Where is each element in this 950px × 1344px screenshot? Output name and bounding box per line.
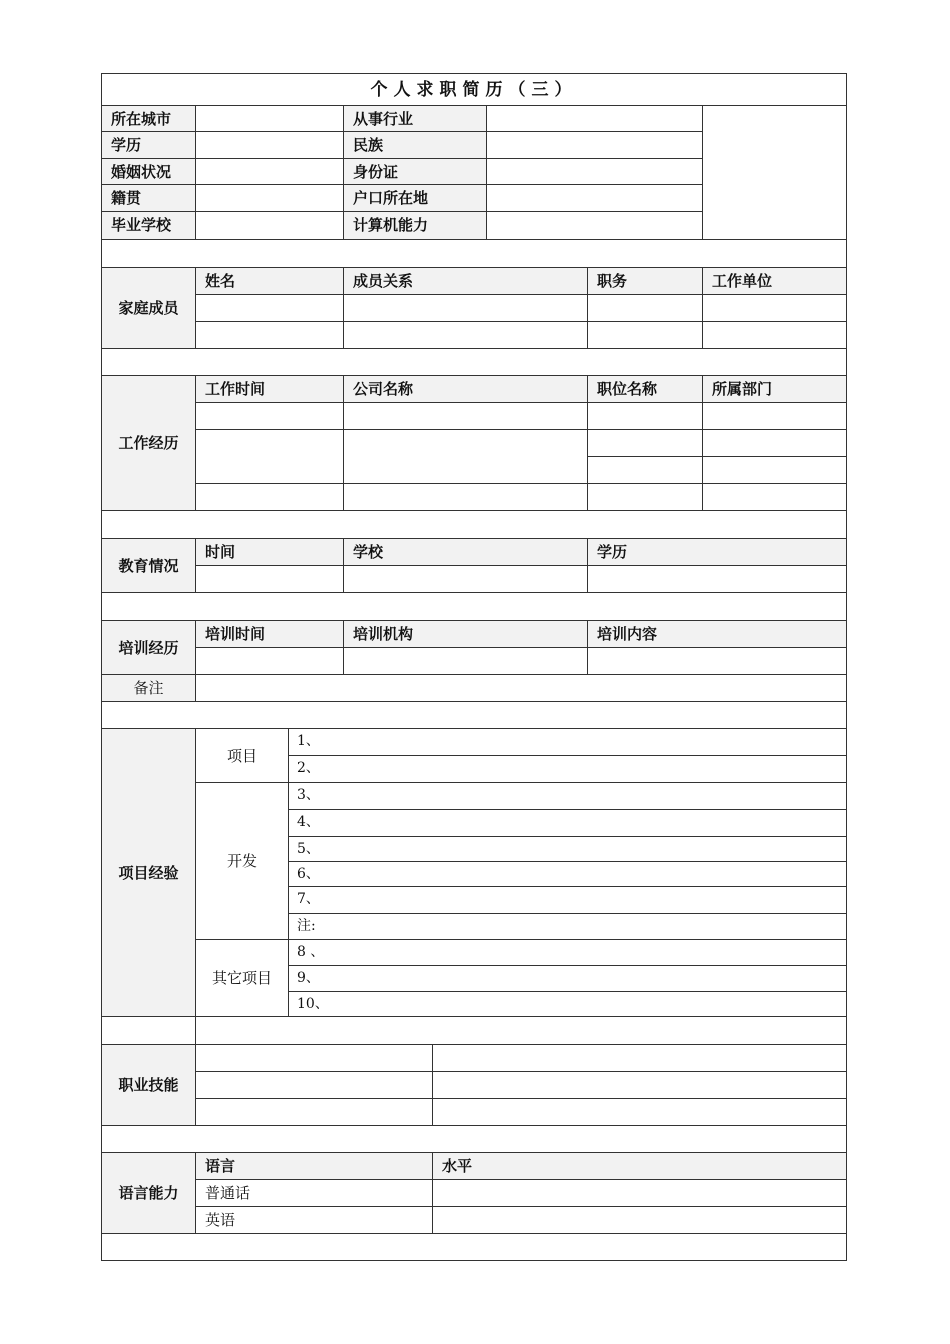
- spacer-row: [101, 592, 847, 621]
- header-training-time: 培训时间: [195, 620, 344, 648]
- work-cell[interactable]: [195, 402, 344, 430]
- label-hukou: 户口所在地: [343, 184, 487, 212]
- family-cell[interactable]: [343, 321, 588, 349]
- label-industry: 从事行业: [343, 105, 487, 132]
- header-edu-school: 学校: [343, 538, 588, 566]
- project-item[interactable]: 1、: [288, 728, 847, 756]
- family-cell[interactable]: [702, 294, 847, 322]
- resume-table: [102, 74, 848, 1262]
- field-computer[interactable]: [486, 211, 703, 240]
- spacer-row: [101, 701, 847, 729]
- project-item[interactable]: 10、: [288, 991, 847, 1017]
- photo-box[interactable]: [702, 105, 847, 240]
- training-cell[interactable]: [343, 647, 588, 675]
- label-computer: 计算机能力: [343, 211, 487, 240]
- project-item[interactable]: 4、: [288, 809, 847, 837]
- edu-cell[interactable]: [195, 565, 344, 593]
- family-cell[interactable]: [587, 321, 703, 349]
- work-cell[interactable]: [702, 429, 847, 457]
- language-mandarin: 普通话: [195, 1179, 433, 1207]
- spacer-cell: [101, 1016, 196, 1045]
- section-label-projects: 项目经验: [101, 728, 196, 1017]
- page-title: 个人求职简历（三）: [101, 73, 847, 106]
- project-item[interactable]: 6、: [288, 861, 847, 887]
- level-cell[interactable]: [432, 1179, 847, 1207]
- family-cell[interactable]: [702, 321, 847, 349]
- family-cell[interactable]: [587, 294, 703, 322]
- work-cell[interactable]: [702, 456, 847, 484]
- header-employer: 工作单位: [702, 267, 847, 295]
- label-ethnicity: 民族: [343, 131, 487, 159]
- family-cell[interactable]: [195, 294, 344, 322]
- family-cell[interactable]: [343, 294, 588, 322]
- skill-cell[interactable]: [432, 1044, 847, 1072]
- label-native-place: 籍贯: [101, 184, 196, 212]
- spacer-row: [101, 348, 847, 376]
- project-group-development: 开发: [195, 782, 289, 940]
- project-item[interactable]: 2、: [288, 755, 847, 783]
- field-city[interactable]: [195, 105, 344, 132]
- work-cell[interactable]: [587, 483, 703, 511]
- label-education: 学历: [101, 131, 196, 159]
- family-cell[interactable]: [195, 321, 344, 349]
- header-position: 职务: [587, 267, 703, 295]
- skill-cell[interactable]: [432, 1071, 847, 1099]
- work-cell[interactable]: [587, 429, 703, 457]
- work-cell[interactable]: [587, 456, 703, 484]
- section-label-family: 家庭成员: [101, 267, 196, 349]
- field-marital[interactable]: [195, 158, 344, 185]
- field-hukou[interactable]: [486, 184, 703, 212]
- skill-cell[interactable]: [432, 1098, 847, 1126]
- work-cell[interactable]: [343, 402, 588, 430]
- header-language: 语言: [195, 1152, 433, 1180]
- work-cell[interactable]: [587, 402, 703, 430]
- project-item[interactable]: 3、: [288, 782, 847, 810]
- edu-cell[interactable]: [587, 565, 847, 593]
- header-company: 公司名称: [343, 375, 588, 403]
- spacer-row: [101, 1125, 847, 1153]
- field-education[interactable]: [195, 131, 344, 159]
- work-cell[interactable]: [702, 483, 847, 511]
- header-training-content: 培训内容: [587, 620, 847, 648]
- training-cell[interactable]: [195, 647, 344, 675]
- spacer-row: [101, 1233, 847, 1261]
- spacer-row: [101, 239, 847, 268]
- label-city: 所在城市: [101, 105, 196, 132]
- label-school: 毕业学校: [101, 211, 196, 240]
- section-label-work: 工作经历: [101, 375, 196, 511]
- spacer-row: [101, 510, 847, 539]
- field-native-place[interactable]: [195, 184, 344, 212]
- project-item[interactable]: 9、: [288, 965, 847, 992]
- label-marital: 婚姻状况: [101, 158, 196, 185]
- field-remark[interactable]: [195, 674, 847, 702]
- skill-cell[interactable]: [195, 1071, 433, 1099]
- field-industry[interactable]: [486, 105, 703, 132]
- header-work-time: 工作时间: [195, 375, 344, 403]
- skill-cell[interactable]: [195, 1098, 433, 1126]
- header-department: 所属部门: [702, 375, 847, 403]
- label-remark: 备注: [101, 674, 196, 702]
- work-cell[interactable]: [343, 429, 588, 484]
- project-note[interactable]: 注:: [288, 913, 847, 940]
- section-label-skills: 职业技能: [101, 1044, 196, 1126]
- work-cell[interactable]: [702, 402, 847, 430]
- section-label-language: 语言能力: [101, 1152, 196, 1234]
- header-level: 水平: [432, 1152, 847, 1180]
- project-group-project: 项目: [195, 728, 289, 783]
- edu-cell[interactable]: [343, 565, 588, 593]
- project-item[interactable]: 8 、: [288, 939, 847, 966]
- level-cell[interactable]: [432, 1206, 847, 1234]
- skill-cell[interactable]: [195, 1044, 433, 1072]
- section-label-education: 教育情况: [101, 538, 196, 593]
- header-edu-degree: 学历: [587, 538, 847, 566]
- header-edu-time: 时间: [195, 538, 344, 566]
- header-training-org: 培训机构: [343, 620, 588, 648]
- work-cell[interactable]: [195, 483, 344, 511]
- project-item[interactable]: 7、: [288, 886, 847, 914]
- project-item[interactable]: 5、: [288, 836, 847, 862]
- field-id-card[interactable]: [486, 158, 703, 185]
- work-cell[interactable]: [343, 483, 588, 511]
- field-school[interactable]: [195, 211, 344, 240]
- spacer-cell: [195, 1016, 847, 1045]
- language-english: 英语: [195, 1206, 433, 1234]
- work-cell[interactable]: [195, 429, 344, 484]
- header-relation: 成员关系: [343, 267, 588, 295]
- label-id-card: 身份证: [343, 158, 487, 185]
- project-group-other: 其它项目: [195, 939, 289, 1017]
- header-name: 姓名: [195, 267, 344, 295]
- training-cell[interactable]: [587, 647, 847, 675]
- section-label-training: 培训经历: [101, 620, 196, 675]
- field-ethnicity[interactable]: [486, 131, 703, 159]
- header-job-title: 职位名称: [587, 375, 703, 403]
